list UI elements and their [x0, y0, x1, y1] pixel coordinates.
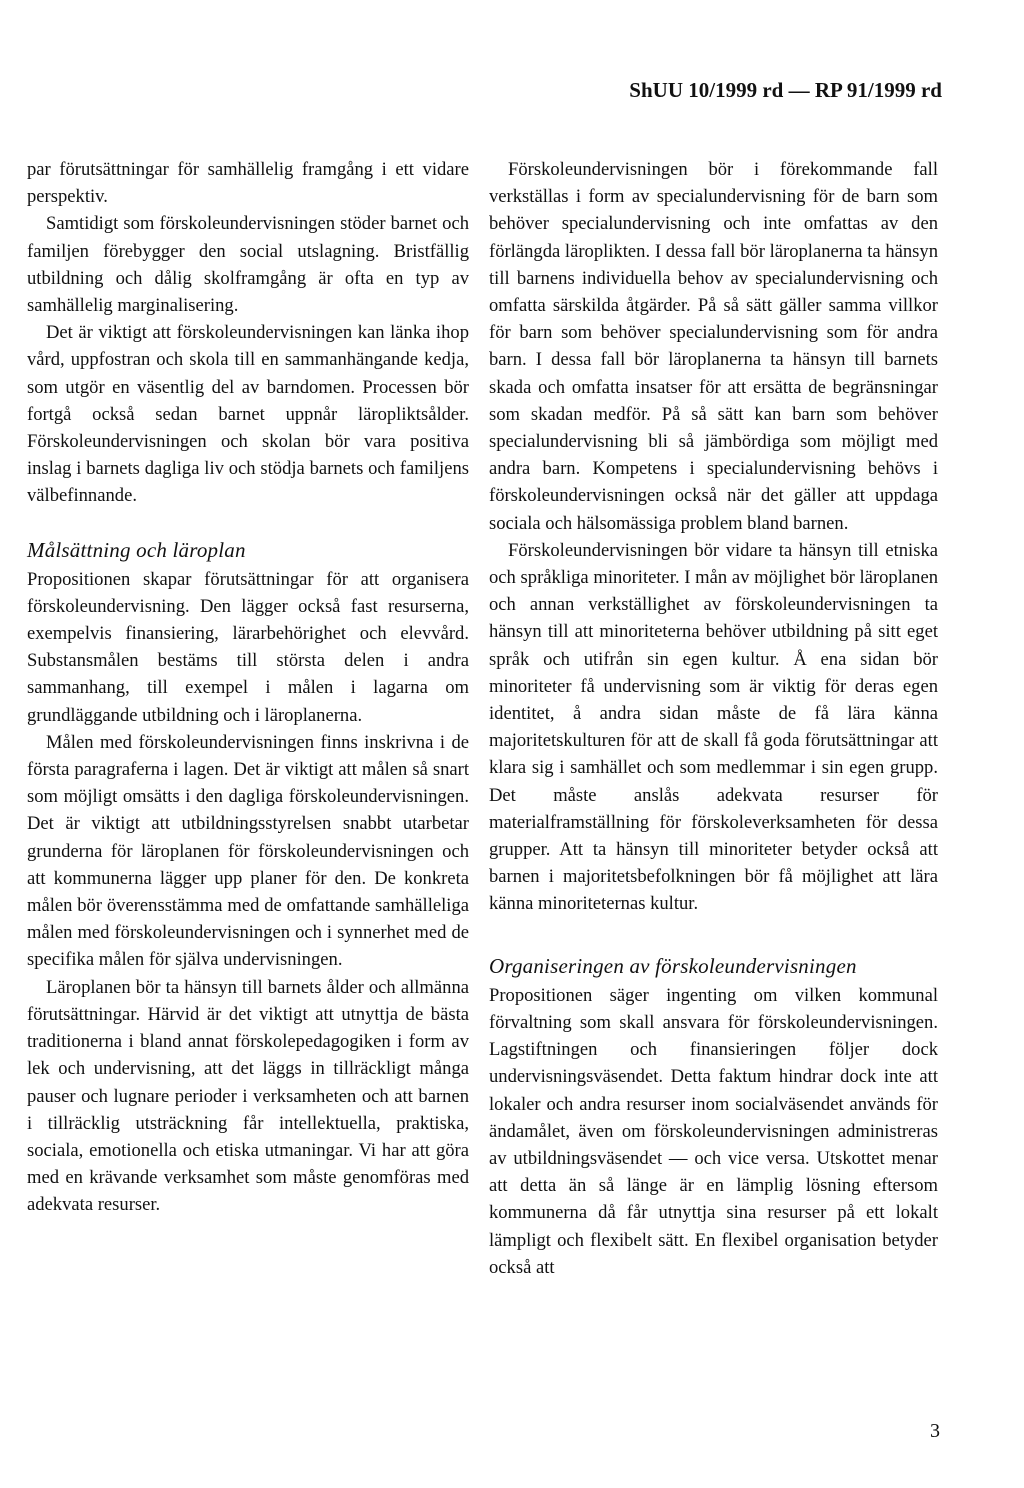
paragraph: par förutsättningar för samhällelig framgång i ett vidare perspektiv.: [27, 159, 469, 208]
paragraph: Förskoleundervisningen bör vidare ta hänsyn till etniska och språkliga minoriteter. I mån av möjlighet bör läroplanen och annan verkställighet av förskoleundervisningen ta hänsyn till att minoriteterna behöver utbildning på sitt eget språk och utifrån sin egen kultur. Å ena sidan bör minoriteter få undervisning som är viktig för deras egen identitet, å andra sidan måste de få lära känna majoritetskulturen för att de skall få goda förutsättningar att klara sig i samhället och som medlemmar i sin egen grupp. Det måste anslås adekvata resurser för materialframställning för förskoleverksamheten för dessa grupper. Att ta hänsyn till minoriteter betyder också att barnen i majoritetsbefolkningen bör få möjlighet att lära känna minoriteternas kultur.: [489, 539, 938, 915]
page-number: 3: [930, 1420, 940, 1442]
paragraph: Propositionen skapar förutsättningar för att organisera förskoleundervisning. Den lägger också fast resurserna, exempelvis finansiering, lärarbehörighet och elevvård. Substansmålen bestäms till största delen i andra sammanhang, till exempel i målen i lagarna om grundläggande utbildning och i läroplanerna.: [27, 568, 469, 726]
paragraph: Det är viktigt att förskoleundervisningen kan länka ihop vård, uppfostran och skola till en sammanhängande kedja, som utgör en väsentlig del av barndomen. Processen bör fortgå också sedan barnet uppnår läropliktsålder. Förskoleundervisningen och skolan bör vara positiva inslag i barnets dagliga liv och stödja barnets och familjens välbefinnande.: [27, 322, 469, 507]
right-column: [489, 156, 938, 1281]
running-header: ShUU 10/1999 rd — RP 91/1999 rd: [629, 78, 942, 102]
paragraph: Målen med förskoleundervisningen finns inskrivna i de första paragraferna i lagen. Det är viktigt att målen så snart som möjligt omsätts i den dagliga förskoleundervisningen. Det är viktigt att utbildningsstyrelsen snabbt utarbetar grunderna för läroplanen för förskoleundervisningen och att kommunerna lägger upp planer för den. De konkreta målen bör överensstämma med de omfattande samhälleliga målen med förskoleundervisningen och i synnerhet med de specifika målen för själva undervisningen.: [27, 731, 469, 971]
paragraph: Läroplanen bör ta hänsyn till barnets ålder och allmänna förutsättningar. Härvid är det viktigt att utnyttja de bästa traditionerna i bland annat förskolepedagogiken i form av lek och undervisning, att det läggs in tillräckligt många pauser och lugnare perioder i verksamheten och att barnen i tillräcklig utsträckning får intellektuella, praktiska, sociala, emotionella och etiska utmaningar. Vi har att göra med en krävande verksamhet som måste genomföras med adekvata resurser.: [27, 976, 469, 1216]
section-heading: Organiseringen av förskoleundervisningen: [489, 953, 857, 978]
left-column: [27, 156, 469, 1219]
paragraph: Samtidigt som förskoleundervisningen stöder barnet och familjen förebygger den social utslagning. Bristfällig utbildning och dålig skolframgång är ofta en typ av samhällelig marginalisering.: [27, 213, 469, 317]
paragraph: Propositionen säger ingenting om vilken kommunal förvaltning som skall ansvara för förskoleundervisningen. Lagstiftningen och finansieringen följer dock undervisningsväsendet. Detta faktum hindrar dock inte att lokaler och andra resurser inom socialväsendet används för ändamålet, även om förskoleundervisningen administreras av utbildningsväsendet — och vice versa. Utskottet menar att detta än så länge är en lämplig lösning eftersom kommunerna då får utnyttja sina resurser på ett lokalt lämpligt och flexibelt sätt. En flexibel organisation betyder också att: [489, 984, 938, 1278]
section-heading: Målsättning och läroplan: [27, 537, 246, 562]
paragraph: Förskoleundervisningen bör i förekommande fall verkställas i form av specialundervisning för de barn som behöver specialundervisning och inte omfattas av den förlängda läroplikten. I dessa fall bör läroplanerna ta hänsyn till barnens individuella behov av specialundervisning och omfatta särskilda åtgärder. På så sätt gäller samma villkor för barn som behöver specialundervisning som för andra barn. I dessa fall bör läroplanerna ta hänsyn till barnets skada och omfatta insatser för att ersätta de begränsningar som skadan medför. På så sätt kan barn som behöver specialundervisning bli så jämbördiga som möjligt med andra barn. Kompetens i specialundervisning behövs i förskoleundervisningen också när det gäller att uppdaga sociala och hälsomässiga problem bland barnen.: [489, 159, 938, 534]
